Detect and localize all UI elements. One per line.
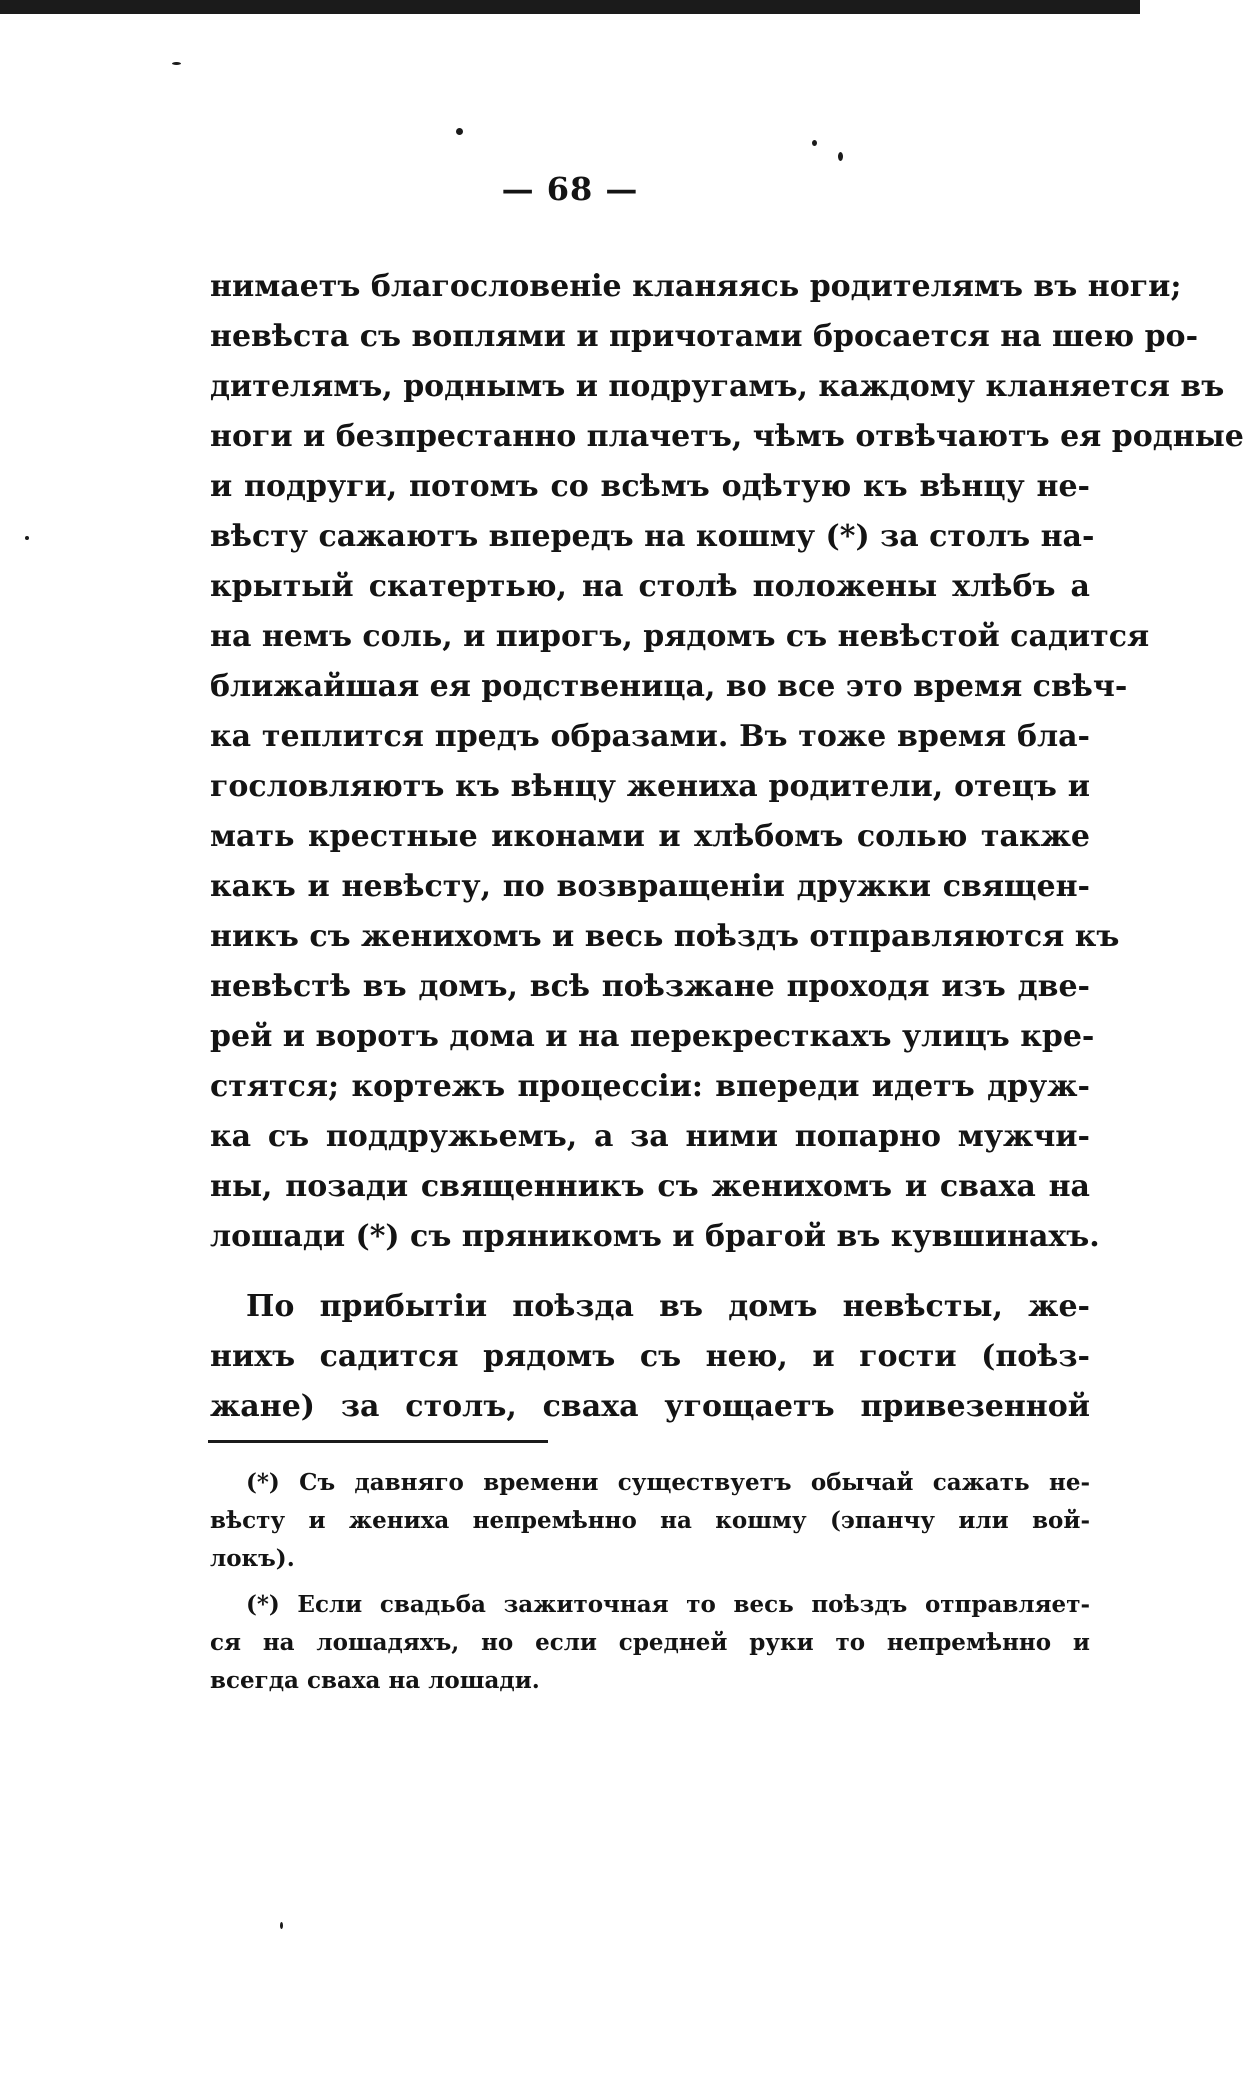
footnote-line: (*) Съ давняго времени существуетъ обычай сажать не- [246, 1469, 1090, 1496]
footnote-line: локъ). [210, 1545, 295, 1572]
text-line: вѣсту сажаютъ впередъ на кошму (*) за столъ на- [210, 519, 1095, 554]
text-line: ка съ поддружьемъ, а за ними попарно мужчи- [210, 1119, 1090, 1154]
text-line: ноги и безпрестанно плачетъ, чѣмъ отвѣчаютъ ея родные [210, 419, 1244, 454]
ink-speck [838, 152, 843, 161]
ink-speck [280, 1922, 283, 1929]
text-line: невѣстѣ въ домъ, всѣ поѣзжане проходя изъ две- [210, 969, 1090, 1004]
text-line: стятся; кортежъ процессiи: впереди идетъ друж- [210, 1069, 1090, 1104]
text-line: мать крестные иконами и хлѣбомъ солью также [210, 819, 1090, 854]
text-line: невѣста съ воплями и причотами бросается на шею ро- [210, 319, 1199, 354]
text-line: нихъ садится рядомъ съ нею, и гости (поѣз- [210, 1339, 1090, 1374]
footnotes [210, 1464, 1090, 1700]
ink-speck [456, 128, 463, 135]
text-line: ка теплится предъ образами. Въ тоже время бла- [210, 719, 1090, 754]
footnote-2 [210, 1586, 1090, 1700]
page-top-edge [0, 0, 1140, 14]
text-line: гословляютъ къ вѣнцу жениха родители, отецъ и [210, 769, 1090, 804]
text-line: и подруги, потомъ со всѣмъ одѣтую къ вѣнцу не- [210, 469, 1090, 504]
footnote-line: вѣсту и жениха непремѣнно на кошму (эпанчу или вой- [210, 1507, 1090, 1534]
footnote-line: (*) Если свадьба зажиточная то весь поѣздъ отправляет- [246, 1591, 1090, 1618]
text-line: дителямъ, роднымъ и подругамъ, каждому кланяется въ [210, 369, 1225, 404]
text-line: на немъ соль, и пирогъ, рядомъ съ невѣстой садится [210, 619, 1150, 654]
text-line: ближайшая ея родственица, во все это время свѣч- [210, 669, 1128, 704]
text-line: рей и воротъ дома и на перекресткахъ улицъ кре- [210, 1019, 1095, 1054]
ink-speck [25, 536, 29, 540]
text-line: жане) за столъ, сваха угощаетъ привезенной [210, 1389, 1090, 1424]
page-number: — 68 — [501, 170, 639, 208]
ink-speck [812, 140, 817, 146]
text-line: какъ и невѣсту, по возвращенiи дружки священ- [210, 869, 1090, 904]
text-line: лошади (*) съ пряникомъ и брагой въ кувшинахъ. [210, 1219, 1100, 1254]
text-line: ны, позади священникъ съ женихомъ и сваха на [210, 1169, 1090, 1204]
footnote-line: всегда сваха на лошади. [210, 1667, 540, 1694]
footnote-separator [208, 1440, 548, 1443]
text-line: крытый скатертью, на столѣ положены хлѣбъ а [210, 569, 1090, 604]
footnote-line: ся на лошадяхъ, но если средней руки то непремѣнно и [210, 1629, 1090, 1656]
footnote-1 [210, 1464, 1090, 1578]
text-line: По прибытiи поѣзда въ домъ невѣсты, же- [246, 1289, 1090, 1324]
text-line: нимаетъ благословенie кланяясь родителямъ въ ноги; [210, 269, 1182, 304]
paragraph-2 [210, 1282, 1090, 1432]
ink-speck [172, 62, 181, 65]
text-line: никъ съ женихомъ и весь поѣздъ отправляются къ [210, 919, 1120, 954]
paragraph-1 [210, 262, 1244, 1262]
